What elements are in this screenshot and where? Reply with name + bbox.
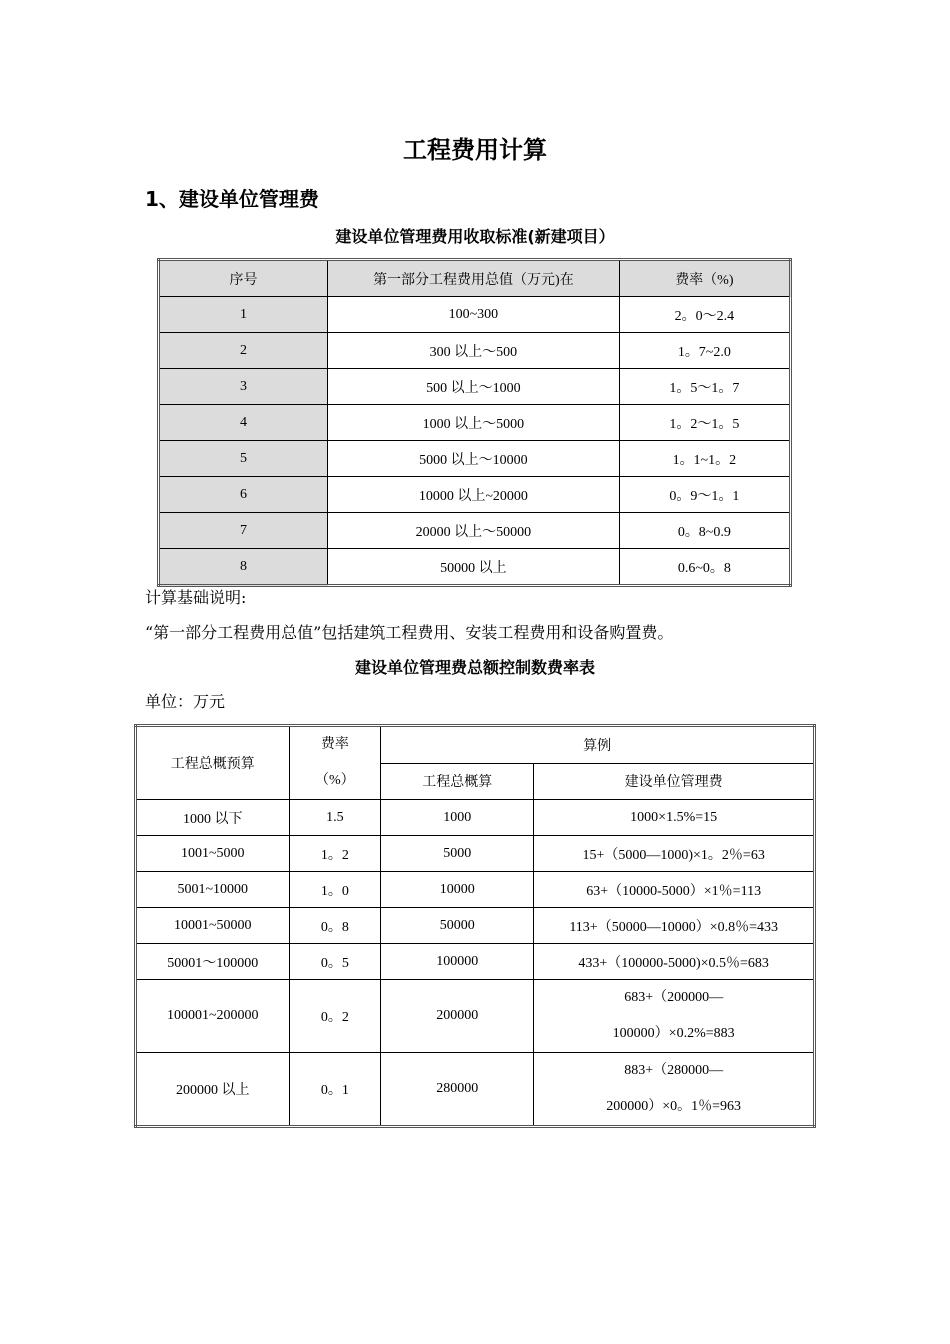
row-fee-line: 200000）×0。1％=963 [606,1099,742,1114]
fee-standard-table [157,258,792,587]
header-budget: 工程总概预算 [136,726,290,800]
row-index: 5 [159,441,328,477]
page-title: 工程费用计算 [403,136,547,164]
row-index: 7 [159,513,328,549]
row-fee [534,800,815,836]
row-rate: 2。0～2.4 [619,297,790,333]
header-total: 工程总概算 [381,763,534,800]
row-total-value: 500 以上～1000 [328,369,620,405]
header-total-value: 第一部分工程费用总值（万元)在 [328,260,620,297]
row-total: 10000 [381,872,534,908]
row-fee [534,872,815,908]
row-fee [534,1053,815,1127]
table-header-row [136,726,815,764]
row-index: 2 [159,333,328,369]
row-fee-line: 100000）×0.2%=883 [612,1026,735,1041]
row-total-value: 1000 以上～5000 [328,405,620,441]
header-example: 算例 [381,726,815,764]
row-budget: 1001~5000 [136,836,290,872]
table-row [136,944,815,980]
table-row [136,872,815,908]
section-heading: 1、建设单位管理费 [145,187,319,211]
row-fee [534,980,815,1053]
row-fee-line: 433+（100000-5000)×0.5％=683 [578,955,769,971]
row-budget: 200000 以上 [136,1053,290,1127]
row-fee-line: 683+（200000— [624,990,724,1005]
row-budget: 100001~200000 [136,980,290,1053]
row-rate: 1。7~2.0 [619,333,790,369]
row-rate: 0。2 [289,980,381,1053]
header-rate-line1: 费率 [320,737,349,752]
table-row [159,441,791,477]
table-row [159,369,791,405]
row-fee [534,908,815,944]
fee-control-table-body [136,726,815,1127]
row-budget: 50001～100000 [136,944,290,980]
row-fee-line: 1000×1.5%=15 [630,809,718,825]
table-row [159,333,791,369]
unit-label: 单位：万元 [145,692,226,711]
row-fee-line: 63+（10000-5000）×1％=113 [586,883,762,899]
header-rate: 费率（%) [619,260,790,297]
fee-control-table [134,724,816,1128]
table-row [136,836,815,872]
row-rate: 1。2 [289,836,381,872]
table-row [136,1053,815,1127]
row-total-value: 300 以上～500 [328,333,620,369]
row-total: 280000 [381,1053,534,1127]
table-row [159,513,791,549]
row-rate: 0。8~0.9 [619,513,790,549]
row-rate: 0。5 [289,944,381,980]
row-fee-line: 15+（5000—1000)×1。2％=63 [582,847,765,863]
row-total-value: 5000 以上～10000 [328,441,620,477]
table-row [159,405,791,441]
header-index: 序号 [159,260,328,297]
row-fee [534,944,815,980]
notes-text: “第一部分工程费用总值”包括建筑工程费用、安装工程费用和设备购置费。 [145,623,674,642]
header-rate-line2: （%） [315,773,355,788]
row-rate: 0.6~0。8 [619,549,790,586]
row-rate: 1。1~1。2 [619,441,790,477]
row-total: 1000 [381,800,534,836]
table-row [136,980,815,1053]
row-rate: 1.5 [289,800,381,836]
table-row [136,800,815,836]
row-rate: 1。2～1。5 [619,405,790,441]
table-row [159,297,791,333]
row-fee-line: 883+（280000— [624,1063,724,1078]
row-total-value: 100~300 [328,297,620,333]
row-rate: 0。8 [289,908,381,944]
row-rate: 1。0 [289,872,381,908]
row-budget: 5001~10000 [136,872,290,908]
row-total: 5000 [381,836,534,872]
row-total-value: 20000 以上～50000 [328,513,620,549]
header-fee: 建设单位管理费 [534,763,815,800]
row-index: 4 [159,405,328,441]
row-rate: 0。1 [289,1053,381,1127]
row-fee [534,836,815,872]
row-budget: 1000 以下 [136,800,290,836]
table-header-row [159,260,791,297]
row-total: 100000 [381,944,534,980]
table-row [159,477,791,513]
table-row [159,549,791,586]
row-total: 50000 [381,908,534,944]
row-rate: 1。5～1。7 [619,369,790,405]
row-budget: 10001~50000 [136,908,290,944]
table-row [136,908,815,944]
table1-caption: 建设单位管理费用收取标准(新建项目） [335,227,615,246]
row-fee-line: 113+（50000—10000）×0.8％=433 [569,919,778,935]
row-total-value: 10000 以上~20000 [328,477,620,513]
row-index: 8 [159,549,328,586]
header-rate [289,726,381,800]
row-index: 1 [159,297,328,333]
notes-label: 计算基础说明: [145,588,247,607]
row-index: 3 [159,369,328,405]
row-index: 6 [159,477,328,513]
row-total: 200000 [381,980,534,1053]
row-rate: 0。9～1。1 [619,477,790,513]
fee-standard-table-body [159,260,791,586]
row-total-value: 50000 以上 [328,549,620,586]
table2-caption: 建设单位管理费总额控制数费率表 [354,658,595,677]
